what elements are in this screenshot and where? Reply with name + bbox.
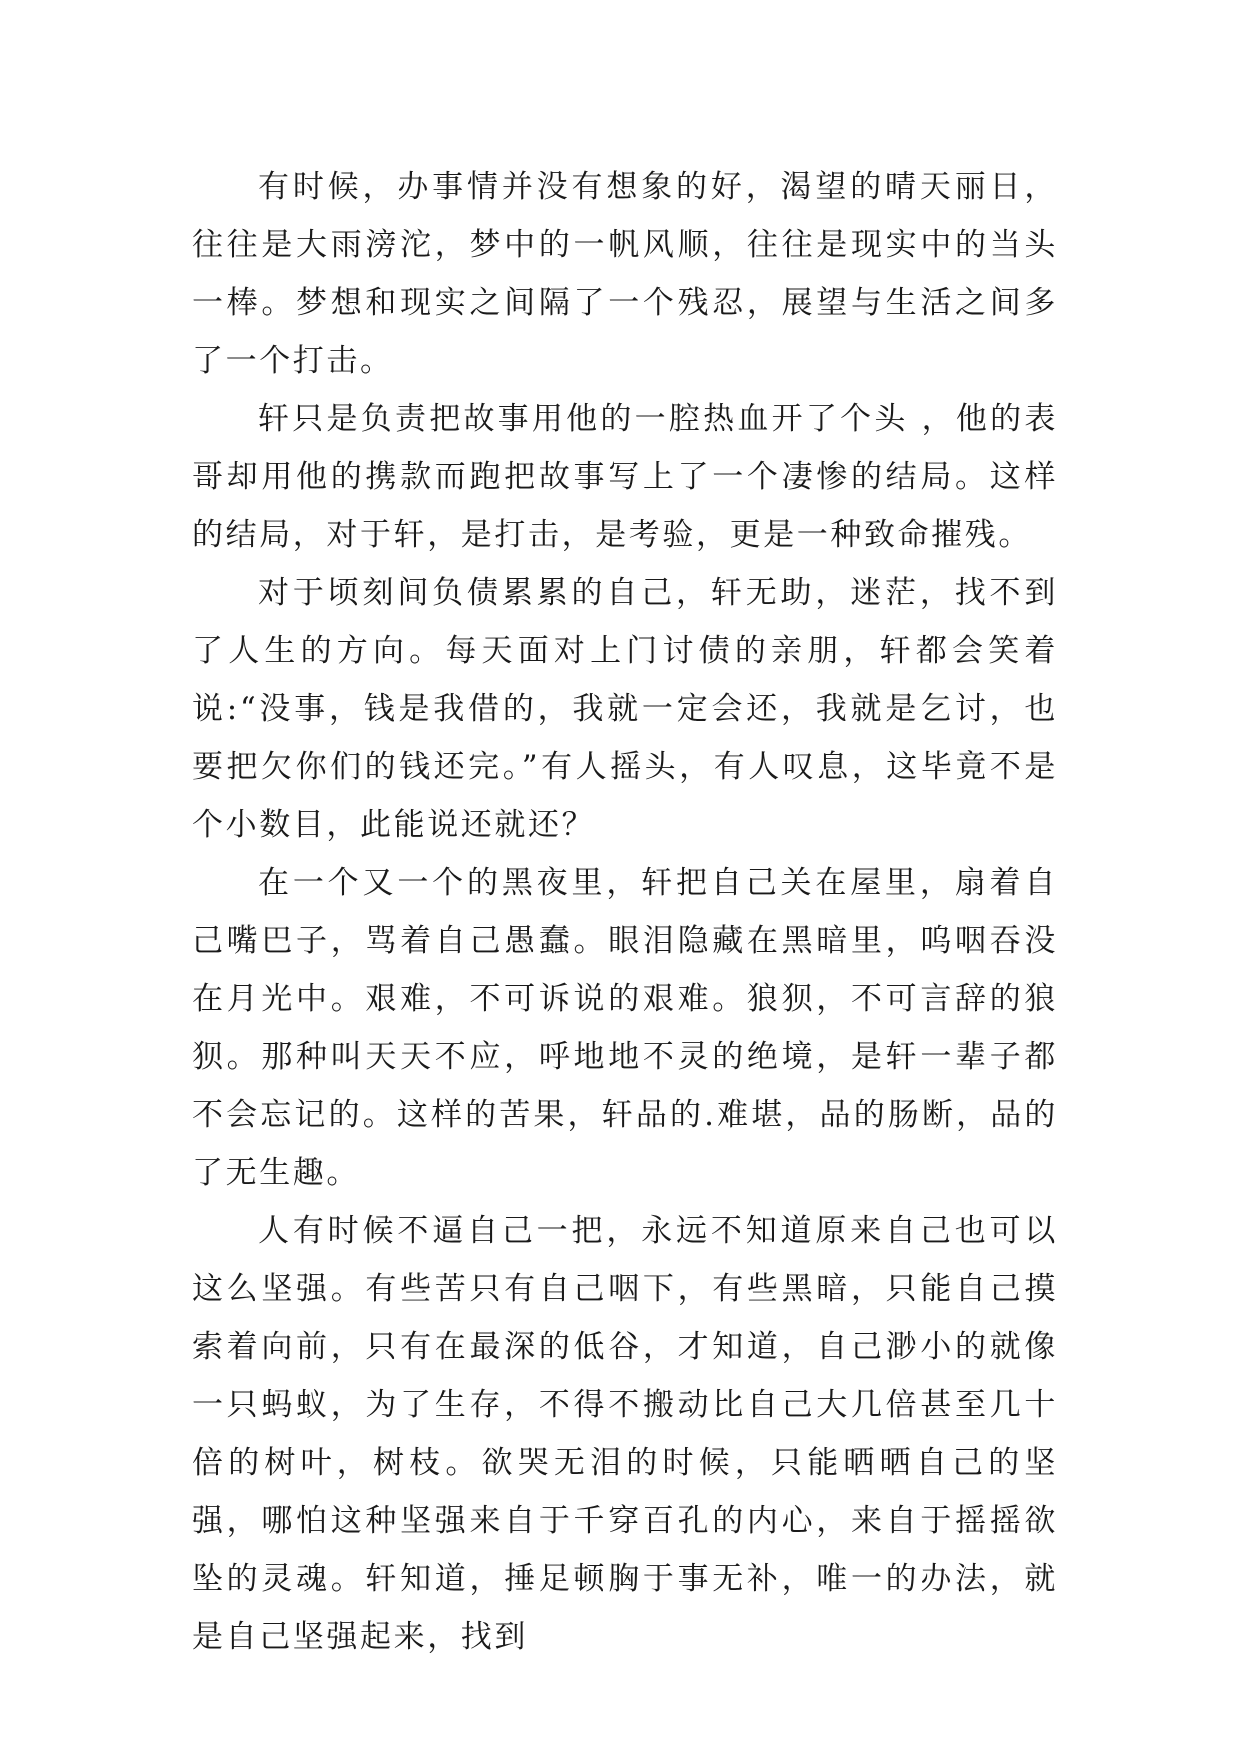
paragraph-5: 人有时候不逼自己一把，永远不知道原来自己也可以这么坚强。有些苦只有自己咽下，有些黑暗，只能自己摸索着向前，只有在最深的低谷，才知道，自己渺小的就像一只蚂蚁，为了生存，不得不搬动比自己大几倍甚至几十倍的树叶，树枝。欲哭无泪的时候，只能晒晒自己的坚强，哪怕这种坚强来自于千穿百孔的内心，来自于摇摇欲坠的灵魂。轩知道，捶足顿胸于事无补，唯一的办法，就是自己坚强起来，找到 bbox=[192, 1213, 1058, 1655]
body-text bbox=[192, 158, 1058, 1666]
paragraph-1: 有时候，办事情并没有想象的好，渴望的晴天丽日，往往是大雨滂沱，梦中的一帆风顺，往往是现实中的当头一棒。梦想和现实之间隔了一个残忍，展望与生活之间多了一个打击。 bbox=[192, 169, 1058, 379]
paragraph-2: 轩只是负责把故事用他的一腔热血开了个头 ，他的表哥却用他的携款而跑把故事写上了一个凄惨的结局。这样的结局，对于轩，是打击，是考验，更是一种致命摧残。 bbox=[192, 401, 1058, 553]
paragraph-3: 对于顷刻间负债累累的自己，轩无助，迷茫，找不到了人生的方向。每天面对上门讨债的亲朋，轩都会笑着说:“没事，钱是我借的，我就一定会还，我就是乞讨，也要把欠你们的钱还完。”有人摇头，有人叹息，这毕竟不是个小数目，此能说还就还？ bbox=[192, 575, 1058, 843]
paragraph-4: 在一个又一个的黑夜里，轩把自己关在屋里，扇着自己嘴巴子，骂着自己愚蠢。眼泪隐藏在黑暗里，呜咽吞没在月光中。艰难，不可诉说的艰难。狼狈，不可言辞的狼狈。那种叫天天不应，呼地地不灵的绝境，是轩一辈子都不会忘记的。这样的苦果，轩品的.难堪，品的肠断，品的了无生趣。 bbox=[192, 865, 1058, 1191]
